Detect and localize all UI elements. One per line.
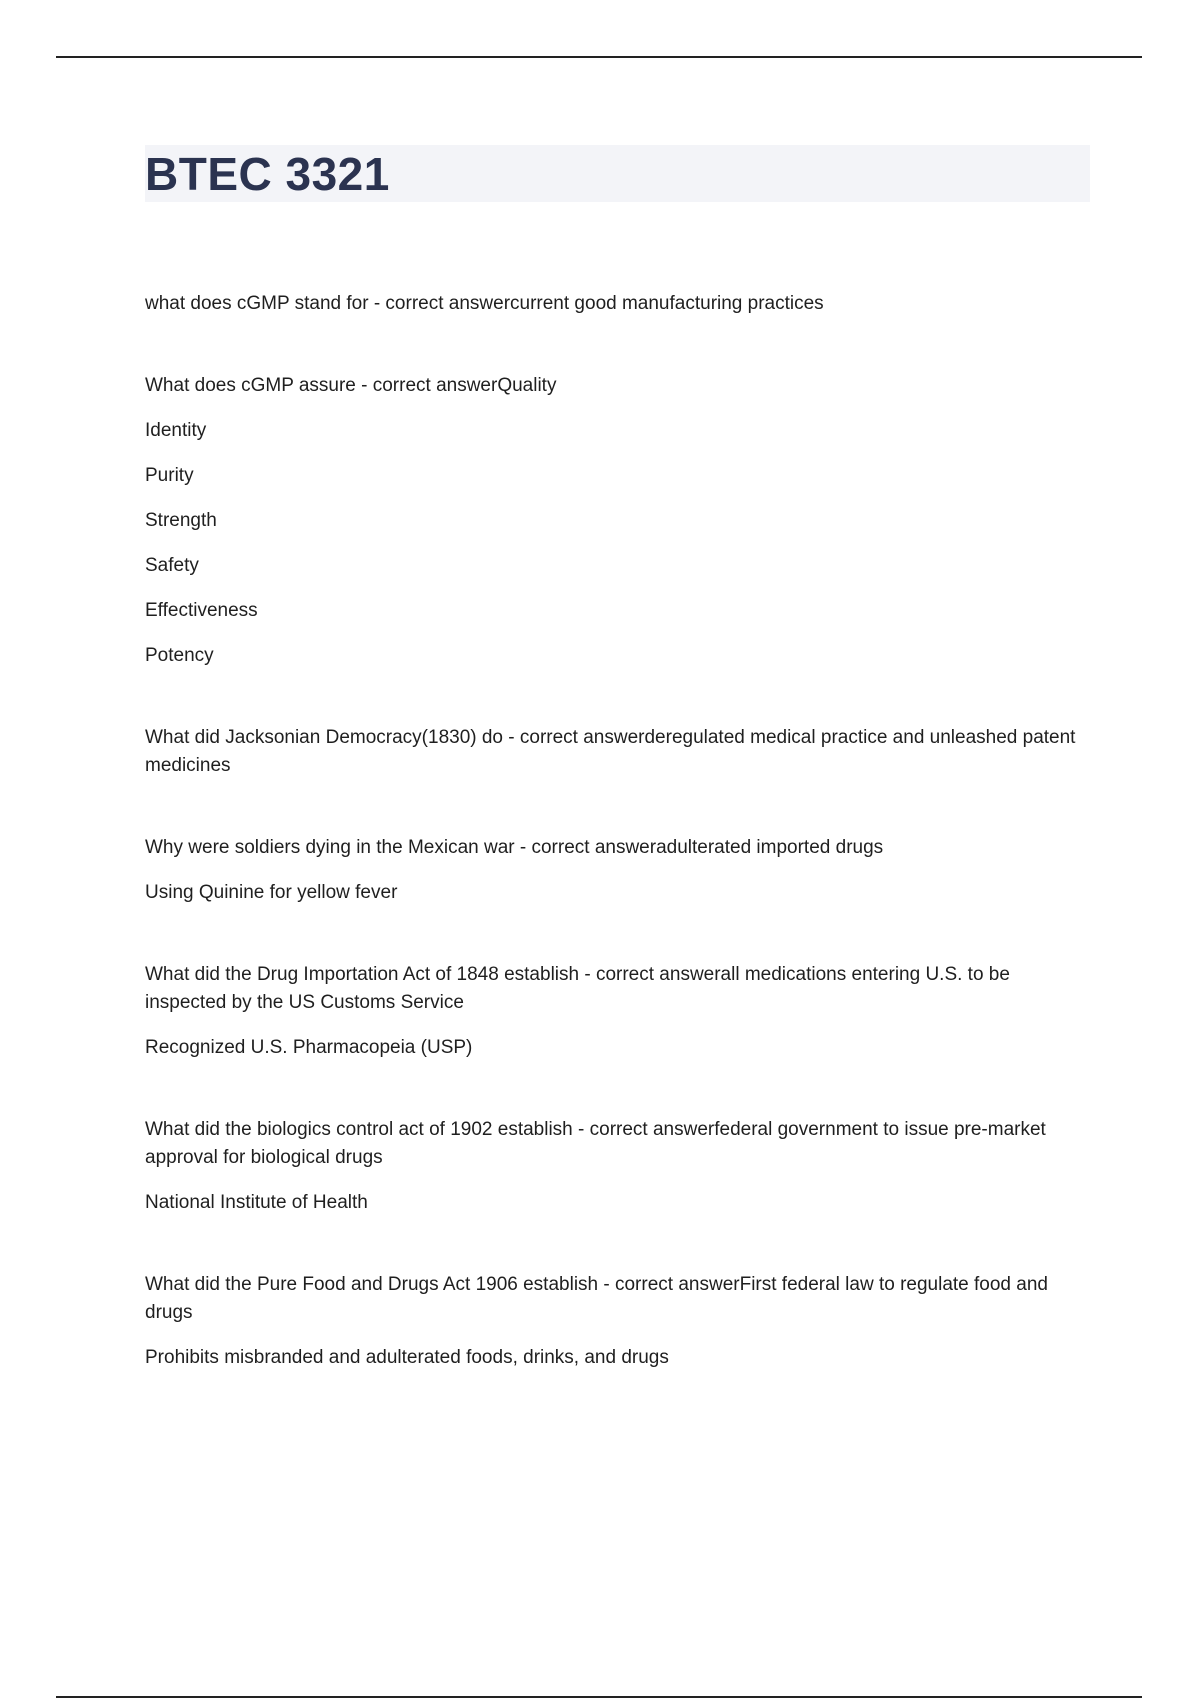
answer-line: National Institute of Health bbox=[145, 1192, 368, 1213]
answer-line: Potency bbox=[145, 645, 214, 666]
qa-entry-jacksonian-democracy bbox=[145, 724, 1090, 780]
question-answer-line: What does cGMP assure - correct answerQuality bbox=[145, 375, 557, 396]
qa-list bbox=[145, 290, 1090, 1426]
answer-line: Prohibits misbranded and adulterated foods, drinks, and drugs bbox=[145, 1347, 669, 1368]
question-answer-line: what does cGMP stand for - correct answercurrent good manufacturing practices bbox=[145, 293, 824, 314]
answer-line: Effectiveness bbox=[145, 600, 258, 621]
qa-entry-pure-food-drugs-act bbox=[145, 1271, 1090, 1372]
answer-line: Identity bbox=[145, 420, 207, 441]
question-answer-line: Why were soldiers dying in the Mexican war - correct answeradulterated imported drugs bbox=[145, 837, 884, 858]
answer-line: Safety bbox=[145, 555, 199, 576]
question-answer-line: What did the biologics control act of 1902 establish - correct answerfederal government to issue pre-market approval for biological drugs bbox=[145, 1119, 1046, 1168]
answer-line: Using Quinine for yellow fever bbox=[145, 882, 398, 903]
question-answer-line: What did Jacksonian Democracy(1830) do - correct answerderegulated medical practice and unleashed patent medicines bbox=[145, 727, 1076, 776]
qa-entry-cgmp-assures bbox=[145, 372, 1090, 670]
answer-line: Recognized U.S. Pharmacopeia (USP) bbox=[145, 1037, 473, 1058]
bottom-rule bbox=[56, 1696, 1142, 1698]
question-answer-line: What did the Pure Food and Drugs Act 1906 establish - correct answerFirst federal law to regulate food and drugs bbox=[145, 1274, 1048, 1323]
qa-entry-biologics-control-act bbox=[145, 1116, 1090, 1217]
qa-entry-mexican-war bbox=[145, 834, 1090, 907]
answer-line: Strength bbox=[145, 510, 217, 531]
question-answer-line: What did the Drug Importation Act of 1848 establish - correct answerall medications entering U.S. to be inspected by the US Customs Service bbox=[145, 964, 1010, 1013]
qa-entry-drug-importation-act bbox=[145, 961, 1090, 1062]
qa-entry-cgmp-meaning bbox=[145, 290, 1090, 318]
document-title: BTEC 3321 bbox=[145, 148, 390, 200]
top-rule bbox=[56, 56, 1142, 58]
answer-line: Purity bbox=[145, 465, 194, 486]
